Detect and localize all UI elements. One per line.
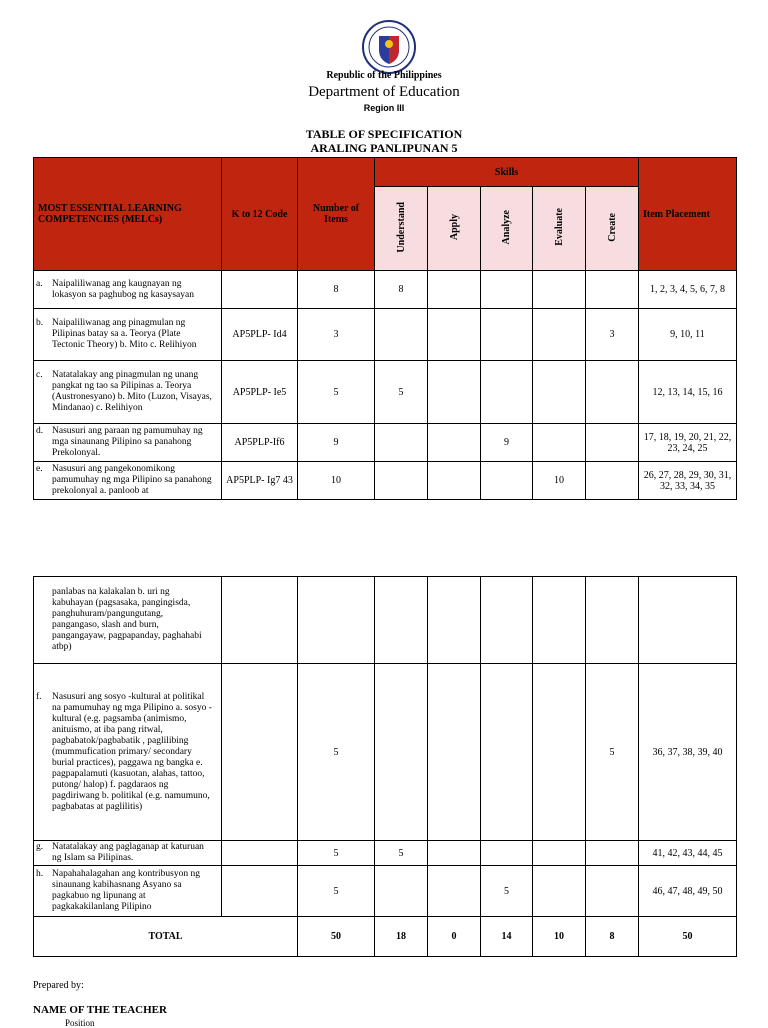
table-row <box>34 424 737 462</box>
specification-table-part2 <box>33 576 737 957</box>
melc-cell <box>34 361 222 424</box>
header-create: Create <box>606 212 618 242</box>
melc-text: Naipaliliwanag ang kaugnayan ng lokasyon sa paghubog ng kasaysayan <box>52 278 194 300</box>
evaluate-cell <box>533 424 586 462</box>
melc-cell <box>34 309 222 361</box>
melc-text: Naipaliliwanag ang pinagmulan ng Pilipinas batay sa a. Teorya (Plate Tectonic Theory) b. Mito c. Relihiyon <box>52 318 197 350</box>
table-row <box>34 462 737 500</box>
evaluate-cell <box>533 577 586 664</box>
items-cell <box>298 577 375 664</box>
create-cell <box>586 841 639 866</box>
items-cell: 9 <box>298 424 375 462</box>
melc-cell <box>34 866 222 917</box>
melc-cell <box>34 271 222 309</box>
table-row <box>34 361 737 424</box>
melc-text: Natatalakay ang pinagmulan ng unang pangkat ng tao sa Pilipinas a. Teorya (Austronesyano) b. Mito (Luzon, Visayas, Mindanao) c. Relihiyon <box>52 370 212 413</box>
understand-cell <box>375 866 428 917</box>
items-cell: 8 <box>298 271 375 309</box>
header-understand: Understand <box>395 201 407 253</box>
analyze-cell: 9 <box>481 424 533 462</box>
header-placement: Item Placement <box>639 158 737 271</box>
table-row <box>34 664 737 841</box>
code-cell <box>222 841 298 866</box>
apply-cell <box>428 841 481 866</box>
total-label: TOTAL <box>34 917 298 957</box>
header-items: Number of Items <box>298 158 375 271</box>
header-skills: Skills <box>375 158 639 187</box>
code-cell: AP5PLP- Ig7 43 <box>222 462 298 500</box>
melc-letter: a. <box>36 278 43 289</box>
apply-cell <box>428 664 481 841</box>
apply-cell <box>428 271 481 309</box>
total-create: 8 <box>586 917 639 957</box>
analyze-cell <box>481 309 533 361</box>
understand-cell <box>375 664 428 841</box>
apply-cell <box>428 424 481 462</box>
code-cell: AP5PLP- Id4 <box>222 309 298 361</box>
analyze-cell <box>481 361 533 424</box>
deped-seal-logo <box>362 20 416 74</box>
code-cell <box>222 664 298 841</box>
apply-cell <box>428 462 481 500</box>
teacher-name: NAME OF THE TEACHER <box>33 1004 167 1016</box>
melc-text: Nasusuri ang paraan ng pamumuhay ng mga sinaunang Pilipino sa panahong Prekolonyal. <box>52 426 203 458</box>
understand-cell <box>375 309 428 361</box>
header-analyze: Analyze <box>501 209 512 245</box>
understand-cell <box>375 424 428 462</box>
doc-title: TABLE OF SPECIFICATION <box>305 127 463 141</box>
specification-table-part1 <box>33 157 737 500</box>
analyze-cell <box>481 577 533 664</box>
melc-text: panlabas na kalakalan b. uri ng kabuhayan (pagsasaka, pangingisda, panghuhuram/pangungutang, pangangaso, slash and burn, pangangayaw, pagpapanday, paghahabi atbp) <box>52 587 202 652</box>
items-cell: 5 <box>298 664 375 841</box>
total-analyze: 14 <box>481 917 533 957</box>
header-apply: Apply <box>448 213 460 241</box>
items-cell: 3 <box>298 309 375 361</box>
melc-letter: c. <box>36 370 43 380</box>
analyze-cell: 5 <box>481 866 533 917</box>
understand-cell: 5 <box>375 361 428 424</box>
placement-cell: 17, 18, 19, 20, 21, 22, 23, 24, 25 <box>639 424 737 462</box>
melc-cell <box>34 577 222 664</box>
understand-cell <box>375 462 428 500</box>
melc-letter: h. <box>36 869 44 879</box>
melc-cell <box>34 664 222 841</box>
melc-text: Napahahalagahan ang kontribusyon ng sinaunang kabihasnang Asyano sa pagkabuo ng lipunang at pagkakakilanlang Pilipino <box>52 869 200 912</box>
melc-cell <box>34 424 222 462</box>
evaluate-cell <box>533 866 586 917</box>
placement-cell: 41, 42, 43, 44, 45 <box>639 841 737 866</box>
apply-cell <box>428 361 481 424</box>
total-row <box>34 917 737 957</box>
create-cell: 5 <box>586 664 639 841</box>
table-row <box>34 841 737 866</box>
placement-cell: 36, 37, 38, 39, 40 <box>639 664 737 841</box>
table-row <box>34 577 737 664</box>
melc-cell <box>34 462 222 500</box>
table-row <box>34 866 737 917</box>
melc-letter: g. <box>36 842 44 852</box>
total-apply: 0 <box>428 917 481 957</box>
code-cell <box>222 271 298 309</box>
header-code: K to 12 Code <box>222 158 298 271</box>
region-line: Region III <box>363 103 405 113</box>
placement-cell: 1, 2, 3, 4, 5, 6, 7, 8 <box>639 271 737 309</box>
table-row <box>34 271 737 309</box>
items-cell: 5 <box>298 866 375 917</box>
evaluate-cell <box>533 841 586 866</box>
analyze-cell <box>481 841 533 866</box>
analyze-cell <box>481 664 533 841</box>
evaluate-cell: 10 <box>533 462 586 500</box>
code-cell <box>222 577 298 664</box>
melc-text: Natatalakay ang paglaganap at katuruan ng Islam sa Pilipinas. <box>52 842 204 863</box>
placement-cell: 46, 47, 48, 49, 50 <box>639 866 737 917</box>
teacher-position: Position <box>65 1018 95 1028</box>
total-placement: 50 <box>639 917 737 957</box>
evaluate-cell <box>533 271 586 309</box>
create-cell <box>586 462 639 500</box>
total-items: 50 <box>298 917 375 957</box>
apply-cell <box>428 577 481 664</box>
melc-cell <box>34 841 222 866</box>
evaluate-cell <box>533 664 586 841</box>
create-cell: 3 <box>586 309 639 361</box>
code-cell: AP5PLP-If6 <box>222 424 298 462</box>
melc-letter: f. <box>36 691 42 702</box>
create-cell <box>586 361 639 424</box>
apply-cell <box>428 309 481 361</box>
header-melc: MOST ESSENTIAL LEARNING COMPETENCIES (MELCs) <box>34 158 222 271</box>
create-cell <box>586 866 639 917</box>
analyze-cell <box>481 462 533 500</box>
republic-line: Republic of the Philippines <box>326 70 442 81</box>
understand-cell: 5 <box>375 841 428 866</box>
total-evaluate: 10 <box>533 917 586 957</box>
melc-letter: d. <box>36 426 44 436</box>
items-cell: 5 <box>298 361 375 424</box>
header-evaluate: Evaluate <box>553 208 565 246</box>
placement-cell: 26, 27, 28, 29, 30, 31, 32, 33, 34, 35 <box>639 462 737 500</box>
melc-text: Nasusuri ang pangekonomikong pamumuhay ng mga Pilipino sa panahong prekolonyal a. panloob at <box>52 464 212 496</box>
prepared-by-label: Prepared by: <box>33 980 84 991</box>
code-cell <box>222 866 298 917</box>
doc-subtitle: ARALING PANLIPUNAN 5 <box>310 141 458 155</box>
create-cell <box>586 424 639 462</box>
department-title: Department of Education <box>308 84 460 100</box>
table-row <box>34 309 737 361</box>
total-understand: 18 <box>375 917 428 957</box>
code-cell: AP5PLP- Ie5 <box>222 361 298 424</box>
create-cell <box>586 577 639 664</box>
create-cell <box>586 271 639 309</box>
analyze-cell <box>481 271 533 309</box>
melc-letter: e. <box>36 464 43 474</box>
understand-cell <box>375 577 428 664</box>
placement-cell: 12, 13, 14, 15, 16 <box>639 361 737 424</box>
placement-cell: 9, 10, 11 <box>639 309 737 361</box>
evaluate-cell <box>533 361 586 424</box>
evaluate-cell <box>533 309 586 361</box>
placement-cell <box>639 577 737 664</box>
melc-letter: b. <box>36 318 44 328</box>
apply-cell <box>428 866 481 917</box>
melc-text: Nasusuri ang sosyo -kultural at politikal na pamumuhay ng mga Pilipino a. sosyo -kultural (e.g. pagsamba (animismo, anituismo, at iba pang ritwal, pagbabatok/pagbabatik , paglilibing (mummufication primary/ secondary burial practices), paggawa ng bangka e. pagpapalamuti (kasuotan, alahas, tattoo, putong/ halop) f. pagdaraos ng pagdiriwang b. politikal (e.g. namumuno, pagbabatas at paglilitis) <box>52 691 212 812</box>
items-cell: 10 <box>298 462 375 500</box>
understand-cell: 8 <box>375 271 428 309</box>
items-cell: 5 <box>298 841 375 866</box>
